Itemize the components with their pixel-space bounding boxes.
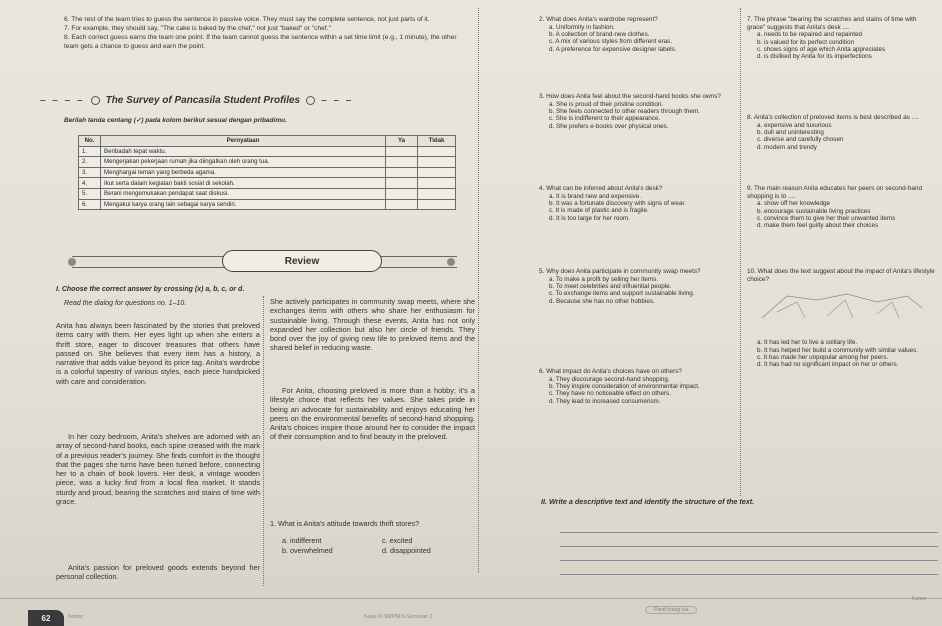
question-10-text: 10. What does the text suggest about the impact of Anita's lifestyle choice? — [747, 268, 935, 283]
passage-paragraph-2: In her cozy bedroom, Anita's shelves are adorned with an array of second-hand books, each spine creased with the mark of a previous reader's journey. She finds comfort in the thought that the pages she turns have been turned before, connecting her to a chain of book lovers. Her desk, a vintage wooden piece, was a lucky find from a local flea market. It stands sturdy and proud, bearing the scratches and stains of time with grace. — [56, 432, 260, 507]
passage-paragraph-5: For Anita, choosing preloved is more than a hobby; it's a lifestyle choice that reflects her values. She takes pride in being an advocate for sustainability and enjoys educating her peers on the environmental benefits of second-hand shopping. Anita's choices inspire those around her to consider the impact of their consumption and to find beauty in the preloved. — [270, 386, 475, 442]
row-number: 1. — [79, 146, 101, 157]
question-8-options — [757, 122, 935, 152]
option-a[interactable]: a. It has led her to live a solitary life. — [757, 339, 858, 347]
check-no-cell[interactable] — [418, 188, 456, 199]
check-no-cell[interactable] — [418, 157, 456, 168]
option-b[interactable]: b. To meet celebrities and influential people. — [549, 283, 672, 290]
option-d[interactable]: d. disappointed — [382, 546, 431, 556]
option-a[interactable]: a. expensive and luxurious — [757, 121, 832, 129]
instruction-item: 8. Each correct guess earns the team one point. If the team cannot guess the sentence within a set time limit (e.g., 1 minute), the other team gets a chance to guess and earn the point. — [64, 34, 457, 50]
review-title: Review — [222, 250, 382, 272]
option-a[interactable]: a. indifferent — [282, 536, 322, 545]
row-number: 4. — [79, 178, 101, 189]
row-number: 2. — [79, 157, 101, 168]
header-no-answer: Tidak — [418, 136, 456, 147]
question-7 — [747, 16, 935, 61]
banner-dashes-right: – – – — [321, 95, 354, 106]
question-5 — [539, 268, 737, 305]
option-a[interactable]: a. They discourage second-hand shopping. — [549, 375, 670, 383]
option-a[interactable]: a. show off her knowledge — [757, 200, 831, 208]
survey-row — [79, 199, 456, 210]
option-a[interactable]: a. To make a profit by selling her items. — [549, 275, 659, 283]
question-7-text: 7. The phrase "bearing the scratches and stains of time with grace" suggests that Anita's desk .... — [747, 16, 917, 31]
option-b[interactable]: b. dull and uninteresting — [757, 129, 824, 136]
question-3-options — [549, 101, 737, 131]
check-no-cell[interactable] — [418, 146, 456, 157]
passage-paragraph-3: Anita's passion for preloved goods extends beyond her personal collection. — [56, 563, 260, 582]
column-divider — [740, 8, 741, 496]
option-c[interactable]: c. It is made of plastic and is fragile. — [549, 207, 649, 215]
row-statement: Menghargai teman yang berbeda agama. — [101, 167, 386, 178]
row-statement: Beribadah tepat waktu. — [101, 146, 386, 157]
question-9-options — [757, 200, 935, 230]
option-d[interactable]: d. modern and trendy — [757, 143, 817, 151]
option-d[interactable]: d. is disliked by Anita for its imperfections — [757, 53, 872, 61]
passage-paragraph-1: Anita has always been fascinated by the stories that preloved items carry with them. Her eyes light up when she enters a thrift store, eager to discover treasures that others have passed on. She believes that every item has a history, a narrative that adds value beyond its price tag. Anita's wardrobe is a colorful tapestry of various styles, each piece handpicked with care and consideration. — [56, 321, 260, 386]
footer-right-tab: Paraf orang tua — [645, 606, 697, 614]
survey-banner — [40, 95, 353, 106]
question-7-options — [757, 31, 935, 61]
section-ii-instruction: II. Write a descriptive text and identify the structure of the text. — [541, 497, 755, 506]
option-b[interactable]: b. is valued for its perfect condition — [757, 38, 854, 46]
option-d[interactable]: d. A preference for expensive designer labels. — [549, 45, 677, 53]
header-yes: Ya — [386, 136, 418, 147]
question-3-text: 3. How does Anita feel about the second-hand books she owns? — [539, 93, 721, 100]
row-number: 5. — [79, 188, 101, 199]
banner-circle-right — [306, 96, 315, 105]
row-number: 6. — [79, 199, 101, 210]
question-3 — [539, 93, 737, 130]
answer-line[interactable] — [560, 532, 938, 533]
question-8-text: 8. Anita's collection of preloved items is best described as .... — [747, 114, 919, 121]
game-instructions — [64, 16, 460, 51]
check-yes-cell[interactable] — [386, 146, 418, 157]
check-yes-cell[interactable] — [386, 199, 418, 210]
question-4-text: 4. What can be inferred about Anita's desk? — [539, 185, 663, 192]
question-2-text: 2. What does Anita's wardrobe represent? — [539, 16, 658, 23]
option-c[interactable]: c. excited — [382, 536, 413, 545]
check-yes-cell[interactable] — [386, 178, 418, 189]
question-8 — [747, 114, 935, 151]
option-b[interactable]: b. She feels connected to other readers through them. — [549, 108, 700, 115]
option-b[interactable]: b. It has helped her build a community with similar values. — [757, 346, 918, 354]
question-1-text: 1. What is Anita's attitude towards thrift stores? — [270, 519, 420, 528]
option-d[interactable]: d. They lead to increased consumerism. — [549, 397, 661, 405]
option-c[interactable]: c. She is indifferent to their appearance. — [549, 115, 661, 123]
option-c[interactable]: c. convince them to give her their unwanted items — [757, 215, 896, 222]
page-number: 62 — [28, 610, 64, 626]
footer-far-right-tab: Kumor — [912, 596, 927, 602]
footer-divider — [0, 598, 942, 599]
question-6-options — [549, 376, 737, 406]
option-a[interactable]: a. It is brand new and expensive. — [549, 192, 642, 200]
question-9 — [747, 185, 935, 230]
option-d[interactable]: d. It has had no significant impact on her or others. — [757, 361, 899, 369]
row-statement: Ikut serta dalam kegiatan bakti sosial di sekolah. — [101, 178, 386, 189]
question-1 — [270, 519, 475, 555]
answer-line[interactable] — [560, 560, 938, 561]
header-no: No. — [79, 136, 101, 147]
question-5-text: 5. Why does Anita participate in community swap meets? — [539, 268, 701, 275]
option-c[interactable]: c. It has made her unpopular among her peers. — [757, 354, 889, 361]
option-c[interactable]: c. A mix of various styles from different eras. — [549, 38, 673, 46]
header-statement: Pernyataan — [101, 136, 386, 147]
option-c[interactable]: c. They have no noticeable effect on others. — [549, 390, 671, 398]
question-10 — [747, 268, 935, 369]
row-statement: Mengerjakan pekerjaan rumah jika diingatkan oleh orang tua. — [101, 157, 386, 168]
banner-dashes-left: – – – – — [40, 95, 85, 106]
column-divider — [263, 296, 264, 586]
chair-sketch-icon — [757, 288, 927, 324]
answer-line[interactable] — [560, 574, 938, 575]
check-no-cell[interactable] — [418, 167, 456, 178]
banner-dot-right — [447, 258, 455, 266]
question-4 — [539, 185, 737, 222]
read-dialog-note: Read the dialog for questions no. 1–10. — [64, 300, 187, 307]
row-statement: Mengakui karya orang lain sebagai karya sendiri. — [101, 199, 386, 210]
question-6-text: 6. What impact do Anita's choices have on others? — [539, 368, 682, 375]
survey-instruction: Berilah tanda centang (✓) pada kolom berikut sesuai dengan pribadimu. — [64, 117, 287, 124]
check-yes-cell[interactable] — [386, 157, 418, 168]
question-9-text: 9. The main reason Anita educates her peers on second-hand shopping is to .... — [747, 185, 923, 200]
option-b[interactable]: b. They inspire consideration of environmental impact. — [549, 383, 700, 390]
option-a[interactable]: a. Uniformity in fashion. — [549, 23, 615, 31]
question-4-options — [549, 193, 737, 223]
column-divider — [478, 8, 479, 573]
survey-row — [79, 188, 456, 199]
survey-row — [79, 146, 456, 157]
survey-row — [79, 167, 456, 178]
option-d[interactable]: d. It is too large for her room. — [549, 214, 630, 222]
survey-header-row — [79, 136, 456, 147]
option-d[interactable]: d. make them feel guilty about their choices — [757, 222, 879, 230]
question-1-options — [282, 537, 475, 555]
option-c[interactable]: c. To exchange items and support sustainable living. — [549, 290, 695, 298]
question-5-options — [549, 276, 737, 306]
review-banner — [72, 256, 457, 268]
option-b[interactable]: b. A collection of brand-new clothes. — [549, 31, 650, 38]
option-d[interactable]: d. Because she has no other hobbies. — [549, 297, 655, 305]
option-a[interactable]: a. She is proud of their pristine condition. — [549, 100, 664, 108]
survey-table — [78, 135, 456, 210]
question-2-options — [549, 24, 737, 54]
banner-dot-left — [68, 258, 76, 266]
row-number: 3. — [79, 167, 101, 178]
answer-line[interactable] — [560, 546, 938, 547]
passage-paragraph-4: She actively participates in community swap meets, where she exchanges items with others who share her enthusiasm for sustainable living. Through these events, Anita has not only expanded her collection but also her circle of friends. They bond over the joy of giving new life to preloved items and the shared belief in reducing waste. — [270, 297, 475, 353]
survey-title: The Survey of Pancasila Student Profiles — [105, 95, 301, 106]
survey-row — [79, 178, 456, 189]
check-yes-cell[interactable] — [386, 167, 418, 178]
check-no-cell[interactable] — [418, 178, 456, 189]
option-b[interactable]: b. It was a fortunate discovery with signs of wear. — [549, 200, 686, 207]
option-b[interactable]: b. encourage sustainable living practices — [757, 207, 871, 215]
check-yes-cell[interactable] — [386, 188, 418, 199]
option-b[interactable]: b. overwhelmed — [282, 546, 333, 556]
question-10-options — [757, 339, 935, 369]
instruction-item: 6. The rest of the team tries to guess the sentence in passive voice. They must say the complete sentence, not just parts of it. — [64, 16, 430, 23]
option-d[interactable]: d. She prefers e-books over physical ones. — [549, 122, 669, 130]
option-c[interactable]: c. shows signs of age which Anita appreciates — [757, 46, 886, 53]
section-i-instruction: I. Choose the correct answer by crossing (x) a, b, c, or d. — [56, 286, 245, 293]
banner-circle-left — [91, 96, 100, 105]
row-statement: Berani mengemukakan pendapat saat diskusi. — [101, 188, 386, 199]
instruction-item: 7. For example, they should say, "The cake is baked by the chef," not just "baked" or "chef." — [64, 25, 331, 33]
footer-center-tab: Kelas IX SMP/MTs Semester 2 — [364, 614, 433, 620]
option-c[interactable]: c. diverse and carefully chosen — [757, 136, 844, 144]
question-2 — [539, 16, 737, 53]
option-a[interactable]: a. needs to be repaired and repainted — [757, 31, 863, 39]
question-6 — [539, 368, 737, 405]
check-no-cell[interactable] — [418, 199, 456, 210]
survey-row — [79, 157, 456, 168]
footer-left-tab: Nomor — [68, 614, 84, 620]
